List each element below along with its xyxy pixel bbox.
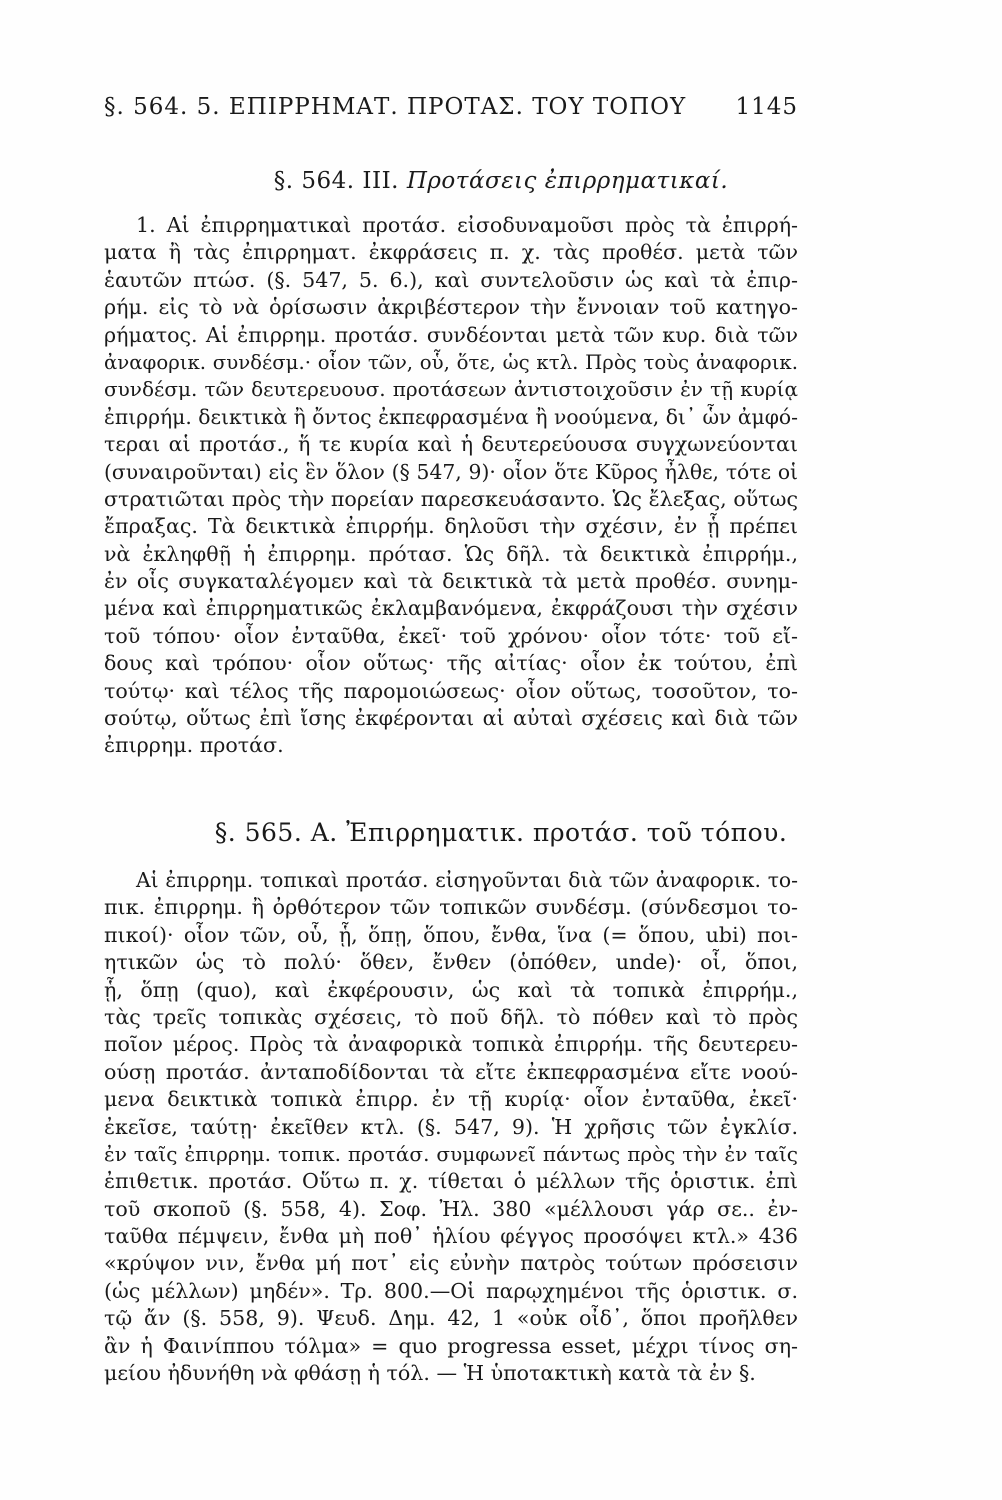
section-564-heading: [0, 168, 1002, 194]
text-line: σούτῳ, οὕτως ἐπὶ ἴσης ἐκφέρονται αἱ αὐταὶ σχέσεις καὶ διὰ τῶν: [104, 706, 798, 731]
text-line: ἐν οἷς συγκαταλέγομεν καὶ τὰ δεικτικὰ τὰ μετὰ προθέσ. συνημ-: [104, 569, 798, 594]
section-565-paragraph: [104, 867, 798, 1387]
text-line: ἐπιρρήμ. δεικτικὰ ἢ ὄντος ἐκπεφρασμένα ἢ νοούμενα, δι᾽ ὧν ἀμφό-: [104, 404, 798, 429]
text-line: πικ. ἐπιρρημ. ἢ ὀρθότερον τῶν τοπικῶν συνδέσμ. (σύνδεσμοι το-: [104, 895, 798, 920]
text-line: ἂν ἡ Φαινίππου τόλμα» = quo progressa esset, μέχρι τίνος ση-: [104, 1333, 798, 1358]
text-line: ἔπραξας. Τὰ δεικτικὰ ἐπιρρήμ. δηλοῦσι τὴν σχέσιν, ἐν ᾗ πρέπει: [104, 514, 798, 539]
text-line: μένα καὶ ἐπιρρηματικῶς ἐκλαμβανόμενα, ἐκφράζουσι τὴν σχέσιν: [104, 596, 798, 621]
text-line: στρατιῶται πρὸς τὴν πορείαν παρεσκευάσαντο. Ὡς ἔλεξας, οὕτως: [104, 486, 798, 511]
text-line: τεραι αἱ προτάσ., ἥ τε κυρία καὶ ἡ δευτερεύουσα συγχωνεύονται: [104, 432, 798, 457]
text-line: τὰς τρεῖς τοπικὰς σχέσεις, τὸ ποῦ δῆλ. τὸ πόθεν καὶ τὸ πρὸς: [104, 1004, 798, 1029]
text-line: ητικῶν ὡς τὸ πολύ· ὅθεν, ἔνθεν (ὁπόθεν, unde)· οἷ, ὅποι,: [104, 950, 798, 975]
section-564-title-text: Προτάσεις ἐπιρρηματικαί.: [406, 168, 729, 194]
text-line: ᾗ, ὅπῃ (quo), καὶ ἐκφέρουσιν, ὡς καὶ τὰ τοπικὰ ἐπιρρήμ.,: [104, 977, 798, 1002]
text-line: δους καὶ τρόπου· οἷον οὕτως· τῆς αἰτίας· οἷον ἐκ τούτου, ἐπὶ: [104, 651, 798, 676]
text-line: «κρύψον νιν, ἔνθα μή ποτ᾽ εἰς εὐνὴν πατρὸς τούτων πρόσεισιν: [104, 1251, 798, 1276]
section-564-paragraph: [104, 212, 798, 760]
text-line: μενα δεικτικὰ τοπικὰ ἐπιρρ. ἐν τῇ κυρίᾳ· οἷον ἐνταῦθα, ἐκεῖ·: [104, 1087, 798, 1112]
running-head-title: §. 564. 5. ΕΠΙΡΡΗΜΑΤ. ΠΡΟΤΑΣ. ΤΟΥ ΤΟΠΟΥ: [104, 94, 687, 120]
text-line: ἐπιρρημ. προτάσ.: [104, 733, 284, 758]
text-line: ἀναφορικ. συνδέσμ.· οἷον τῶν, οὗ, ὅτε, ὡς κτλ. Πρὸς τοὺς ἀναφορικ.: [104, 350, 798, 374]
text-line: Αἱ ἐπιρρημ. τοπικαὶ προτάσ. εἰσηγοῦνται διὰ τῶν ἀναφορικ. το-: [136, 868, 798, 892]
text-line: ταῦθα πέμψειν, ἔνθα μὴ ποθ᾽ ἡλίου φέγγος προσόψει κτλ.» 436: [104, 1224, 798, 1249]
text-line: ρήματος. Αἱ ἐπιρρημ. προτάσ. συνδέονται μετὰ τῶν κυρ. διὰ τῶν: [104, 322, 798, 347]
page-number: 1145: [735, 94, 798, 120]
text-line: τούτῳ· καὶ τέλος τῆς παρομοιώσεως· οἷον οὕτως, τοσοῦτον, το-: [104, 678, 798, 703]
running-head: [104, 94, 798, 134]
text-line: τῷ ἄν (§. 558, 9). Ψευδ. Δημ. 42, 1 «οὐκ οἶδ᾽, ὅποι προῆλθεν: [104, 1306, 798, 1331]
text-line: ματα ἢ τὰς ἐπιρρηματ. ἐκφράσεις π. χ. τὰς προθέσ. μετὰ τῶν: [104, 240, 798, 265]
text-line: ἑαυτῶν πτώσ. (§. 547, 5. 6.), καὶ συντελοῦσιν ὡς καὶ τὰ ἐπιρ-: [104, 267, 798, 292]
text-line: ἐν ταῖς ἐπιρρημ. τοπικ. προτάσ. συμφωνεῖ πάντως πρὸς τὴν ἐν ταῖς: [104, 1141, 798, 1166]
section-564-number: §. 564. III.: [273, 168, 399, 194]
text-line: συνδέσμ. τῶν δευτερευουσ. προτάσεων ἀντιστοιχοῦσιν ἐν τῇ κυρίᾳ: [104, 377, 798, 402]
text-line: 1. Αἱ ἐπιρρηματικαὶ προτάσ. εἰσοδυναμοῦσι πρὸς τὰ ἐπιρρή-: [136, 213, 798, 237]
text-line: ἐπιθετικ. προτάσ. Οὕτω π. χ. τίθεται ὁ μέλλων τῆς ὁριστικ. ἐπὶ: [104, 1169, 798, 1194]
text-line: (ὡς μέλλων) μηδέν». Τρ. 800.—Οἱ παρῳχημένοι τῆς ὁριστικ. σ.: [104, 1278, 798, 1303]
text-line: ποῖον μέρος. Πρὸς τὰ ἀναφορικὰ τοπικὰ ἐπιρρήμ. τῆς δευτερευ-: [104, 1032, 798, 1057]
text-line: μείου ἠδυνήθη νὰ φθάσῃ ἡ τόλ. — Ἡ ὑποτακτικὴ κατὰ τὰ ἐν §.: [104, 1361, 756, 1386]
text-line: νὰ ἐκληφθῇ ἡ ἐπιρρημ. πρότασ. Ὡς δῆλ. τὰ δεικτικὰ ἐπιρρήμ.,: [104, 541, 798, 566]
text-line: ούσῃ προτάσ. ἀνταποδίδονται τὰ εἴτε ἐκπεφρασμένα εἴτε νοού-: [104, 1059, 798, 1084]
text-line: ρήμ. εἰς τὸ νὰ ὁρίσωσιν ἀκριβέστερον τὴν ἔννοιαν τοῦ κατηγο-: [104, 295, 798, 320]
section-565-heading: §. 565. Α. Ἐπιρρηματικ. προτάσ. τοῦ τόπου.: [214, 818, 788, 847]
text-line: πικοί)· οἷον τῶν, οὗ, ᾗ, ὅπῃ, ὅπου, ἔνθα, ἵνα (= ὅπου, ubi) ποι-: [104, 922, 798, 947]
text-line: τοῦ σκοποῦ (§. 558, 4). Σοφ. Ἠλ. 380 «μέλλουσι γάρ σε.. ἐν-: [104, 1196, 798, 1221]
text-line: τοῦ τόπου· οἷον ἐνταῦθα, ἐκεῖ· τοῦ χρόνου· οἷον τότε· τοῦ εἴ-: [104, 623, 798, 648]
text-line: (συναιροῦνται) εἰς ἓν ὅλον (§ 547, 9)· οἷον ὅτε Κῦρος ἦλθε, τότε οἱ: [104, 459, 798, 484]
text-line: ἐκεῖσε, ταύτῃ· ἐκεῖθεν κτλ. (§. 547, 9). Ἡ χρῆσις τῶν ἐγκλίσ.: [104, 1114, 798, 1139]
